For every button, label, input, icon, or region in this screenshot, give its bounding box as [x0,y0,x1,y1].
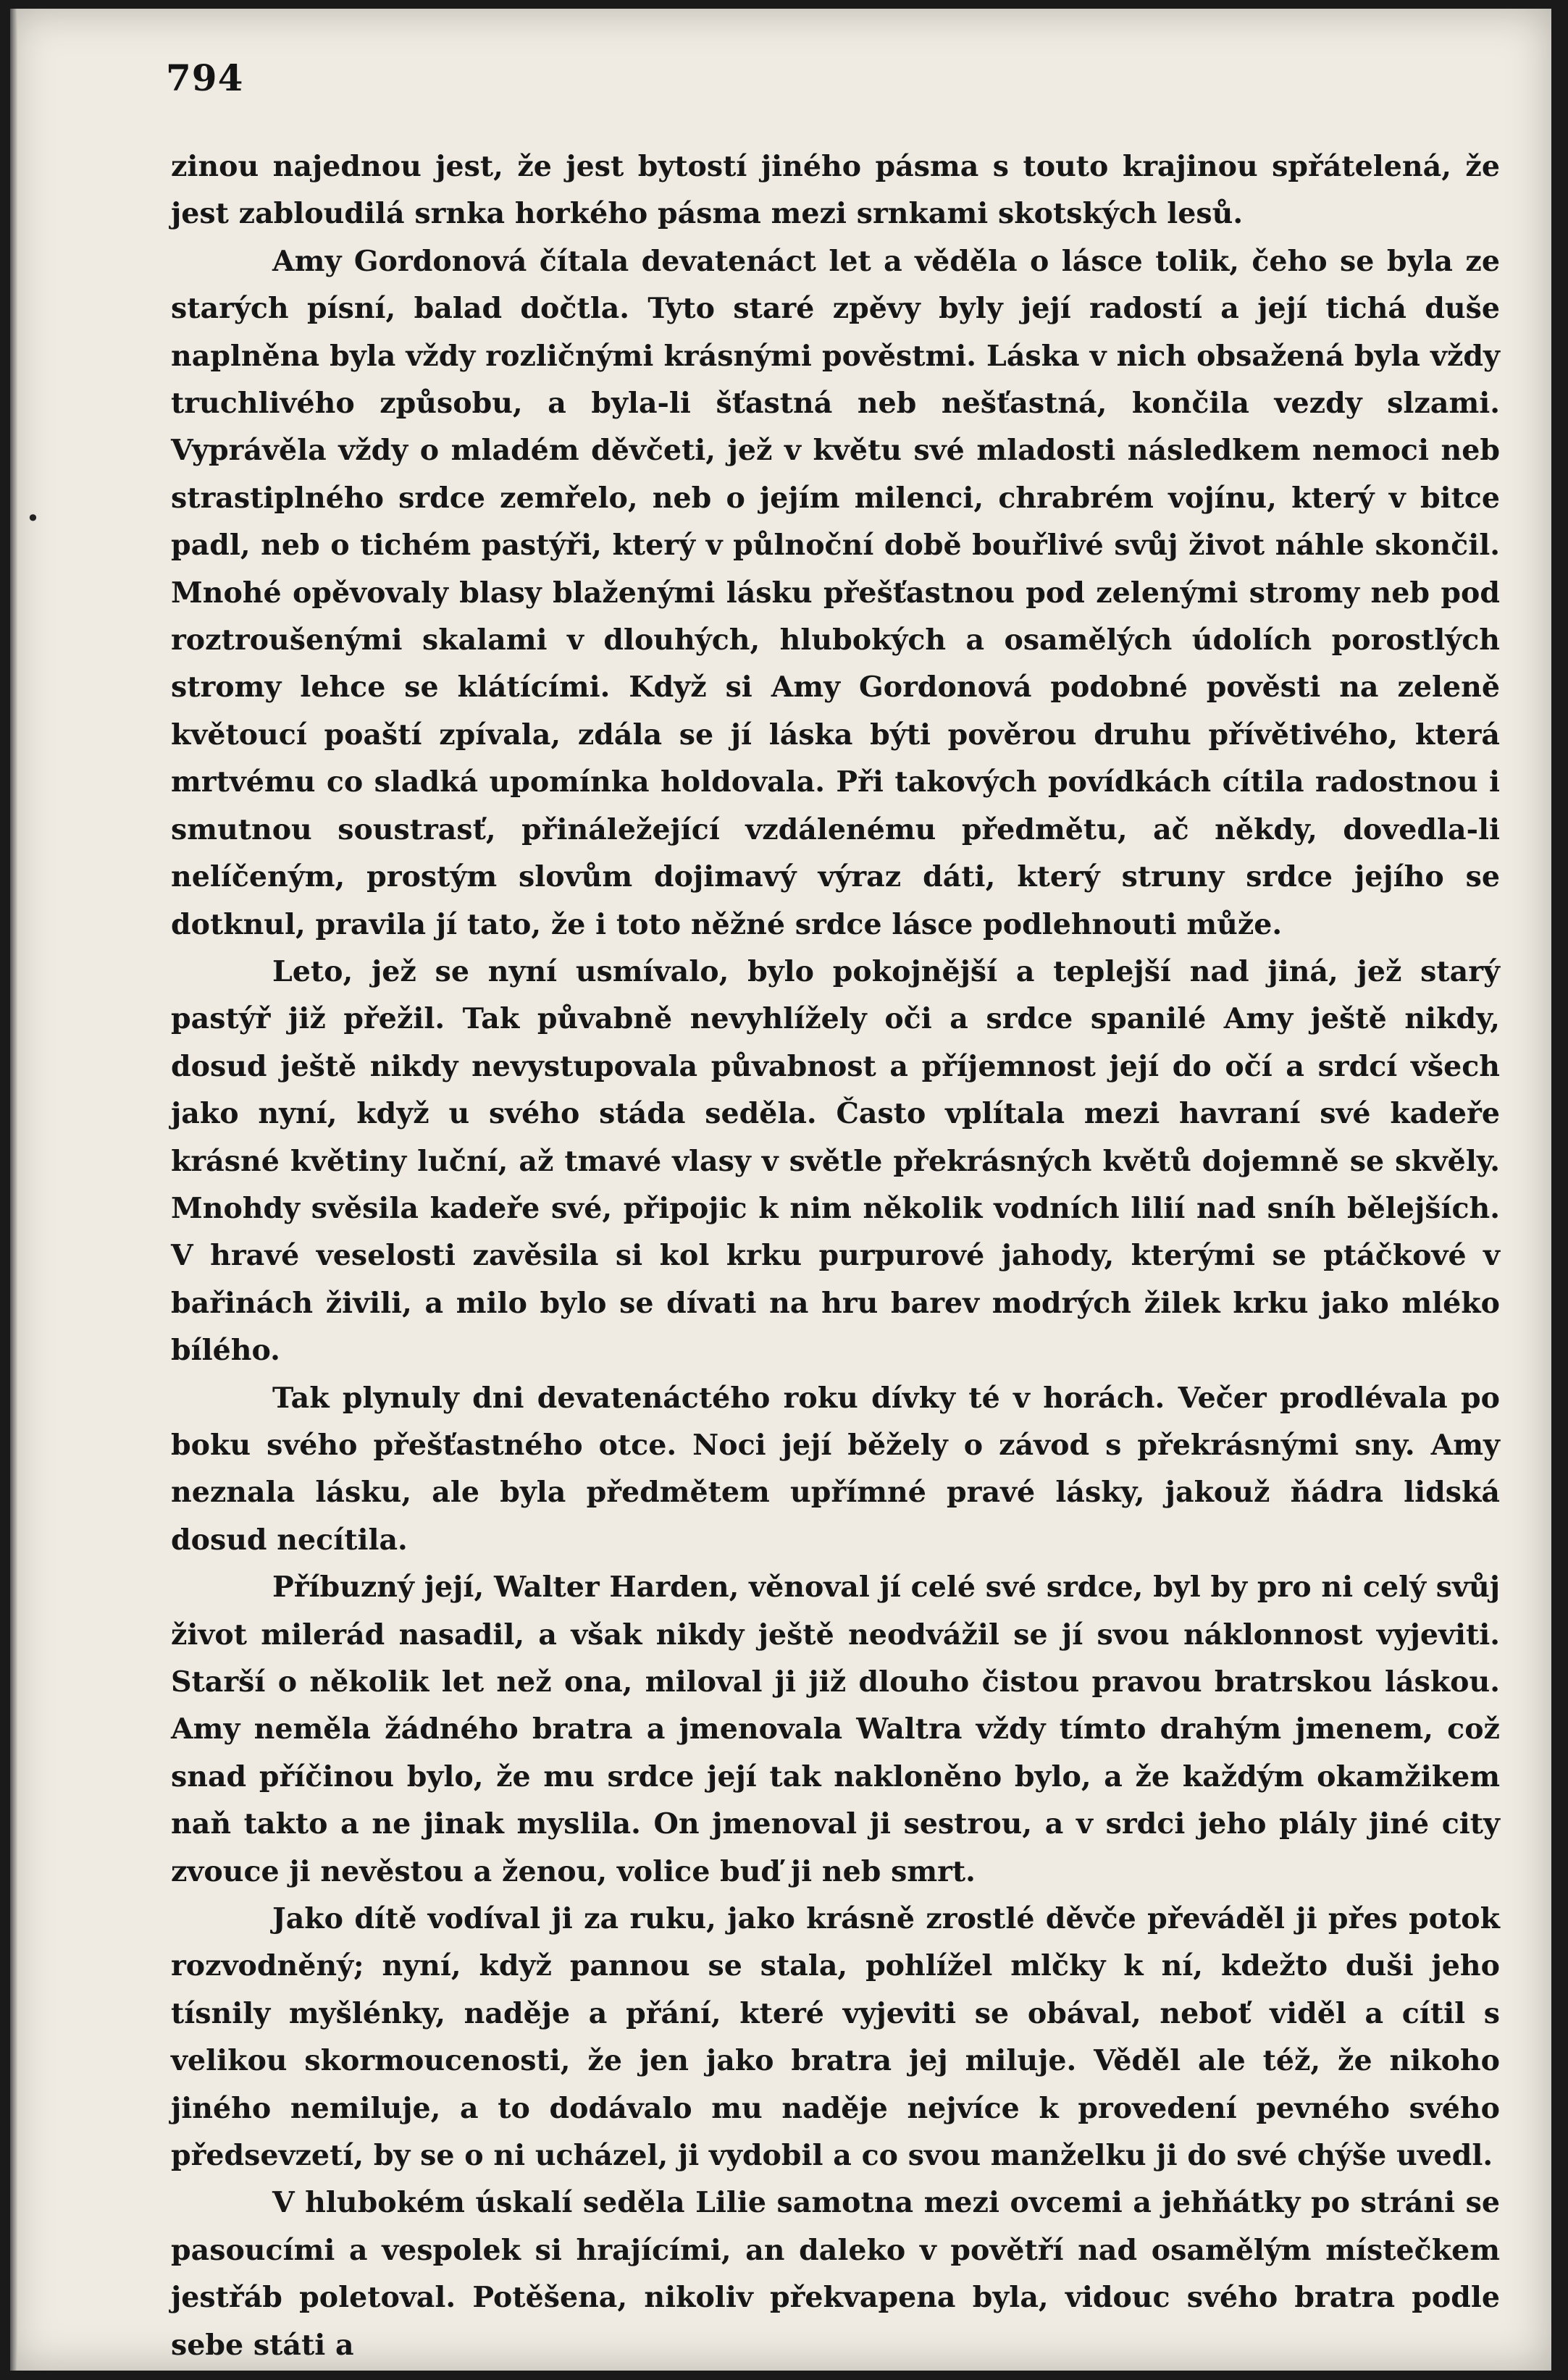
paragraph-3: Leto, jež se nyní usmívalo, bylo pokojnější a teplejší nad jiná, jež starý pastýř již přežil. Tak půvabně nevyhlížely oči a srdce spanilé Amy ještě nikdy, dosud ještě nikdy nevystupovala půvabnost a příjemnost její do očí a srdcí všech jako nyní, když u svého stáda seděla. Často vplítala mezi havraní své kadeře krásné květiny luční, až tmavé vlasy v světle překrásných květů dojemně se skvěly. Mnohdy svěsila kadeře své, připojic k nim několik vodních lilií nad sníh bělejších. V hravé veselosti zavěsila si kol krku purpurové jahody, kterými se ptáčkové v bařinách živili, a milo bylo se dívati na hru barev modrých žilek krku jako mléko bílého. [171,954,1500,1368]
body-text [171,143,1500,2369]
book-page [10,9,1551,2371]
paragraph-5: Příbuzný její, Walter Harden, věnoval jí celé své srdce, byl by pro ni celý svůj život milerád nasadil, a však nikdy ještě neodvážil se jí svou náklonnost vyjeviti. Starší o několik let než ona, miloval ji již dlouho čistou pravou bratrskou láskou. Amy neměla žádného bratra a jmenovala Waltra vždy tímto drahým jmenem, což snad příčinou bylo, že mu srdce její tak nakloněno bylo, a že každým okamžikem naň takto a ne jinak myslila. On jmenoval ji sestrou, a v srdci jeho plály jiné city zvouce ji nevěstou a ženou, volice buď ji neb smrt. [171,1570,1500,1888]
paragraph-1: zinou najednou jest, že jest bytostí jiného pásma s touto krajinou spřátelená, že jest zabloudilá srnka horkého pásma mezi srnkami skotských lesů. [171,150,1500,231]
paragraph-4: Tak plynuly dni devatenáctého roku dívky té v horách. Večer prodlévala po boku svého přešťastného otce. Noci její běžely o závod s překrásnými sny. Amy neznala lásku, ale byla předmětem upřímné pravé lásky, jakouž ňádra lidská dosud necítila. [171,1381,1500,1557]
paragraph-6: Jako dítě vodíval ji za ruku, jako krásně zrostlé děvče převáděl ji přes potok rozvodněný; nyní, když pannou se stala, pohlížel mlčky k ní, kdežto duši jeho tísnily myšlénky, naděje a přání, které vyjeviti se obával, neboť viděl a cítil s velikou skormoucenosti, že jen jako bratra jej miluje. Věděl ale též, že nikoho jiného nemiluje, a to dodávalo mu naděje nejvíce k provedení pevného svého předsevzetí, by se o ni ucházel, ji vydobil a co svou manželku ji do své chýše uvedl. [171,1902,1500,2173]
page-binding-edge [10,9,17,2371]
paragraph-2: Amy Gordonová čítala devatenáct let a věděla o lásce tolik, čeho se byla ze starých písní, balad dočtla. Tyto staré zpěvy byly její radostí a její tichá duše naplněna byla vždy rozličnými krásnými pověstmi. Láska v nich obsažená byla vždy truchlivého způsobu, a byla-li šťastná neb nešťastná, končila vezdy slzami. Vyprávěla vždy o mladém děvčeti, jež v květu své mladosti následkem nemoci neb strastiplného srdce zemřelo, neb o jejím milenci, chrabrém vojínu, který v bitce padl, neb o tichém pastýři, který v půlnoční době bouřlivé svůj život náhle skončil. Mnohé opěvovaly blasy blaženými lásku přešťastnou pod zelenými stromy neb pod roztroušenými skalami v dlouhých, hlubokých a osamělých údolích porostlých stromy lehce se klátícími. Když si Amy Gordonová podobné pověsti na zeleně květoucí poaští zpívala, zdála se jí láska býti pověrou druhu přívětivého, která mrtvému co sladká upomínka holdovala. Při takových povídkách cítila radostnou i smutnou soustrasť, přináležející vzdálenému předmětu, ač někdy, dovedla-li nelíčeným, prostým slovům dojimavý výraz dáti, který struny srdce jejího se dotknul, pravila jí tato, že i toto něžné srdce lásce podlehnouti může. [171,244,1500,941]
margin-dot: • [26,505,40,532]
page-number: 794 [166,56,244,99]
paragraph-7: V hlubokém úskalí seděla Lilie samotna mezi ovcemi a jehňátky po stráni se pasoucími a vespolek si hrajícími, an daleko v povětří nad osamělým místečkem jestřáb poletoval. Potěšena, nikoliv překvapena byla, vidouc svého bratra podle sebe státi a [171,2186,1500,2362]
